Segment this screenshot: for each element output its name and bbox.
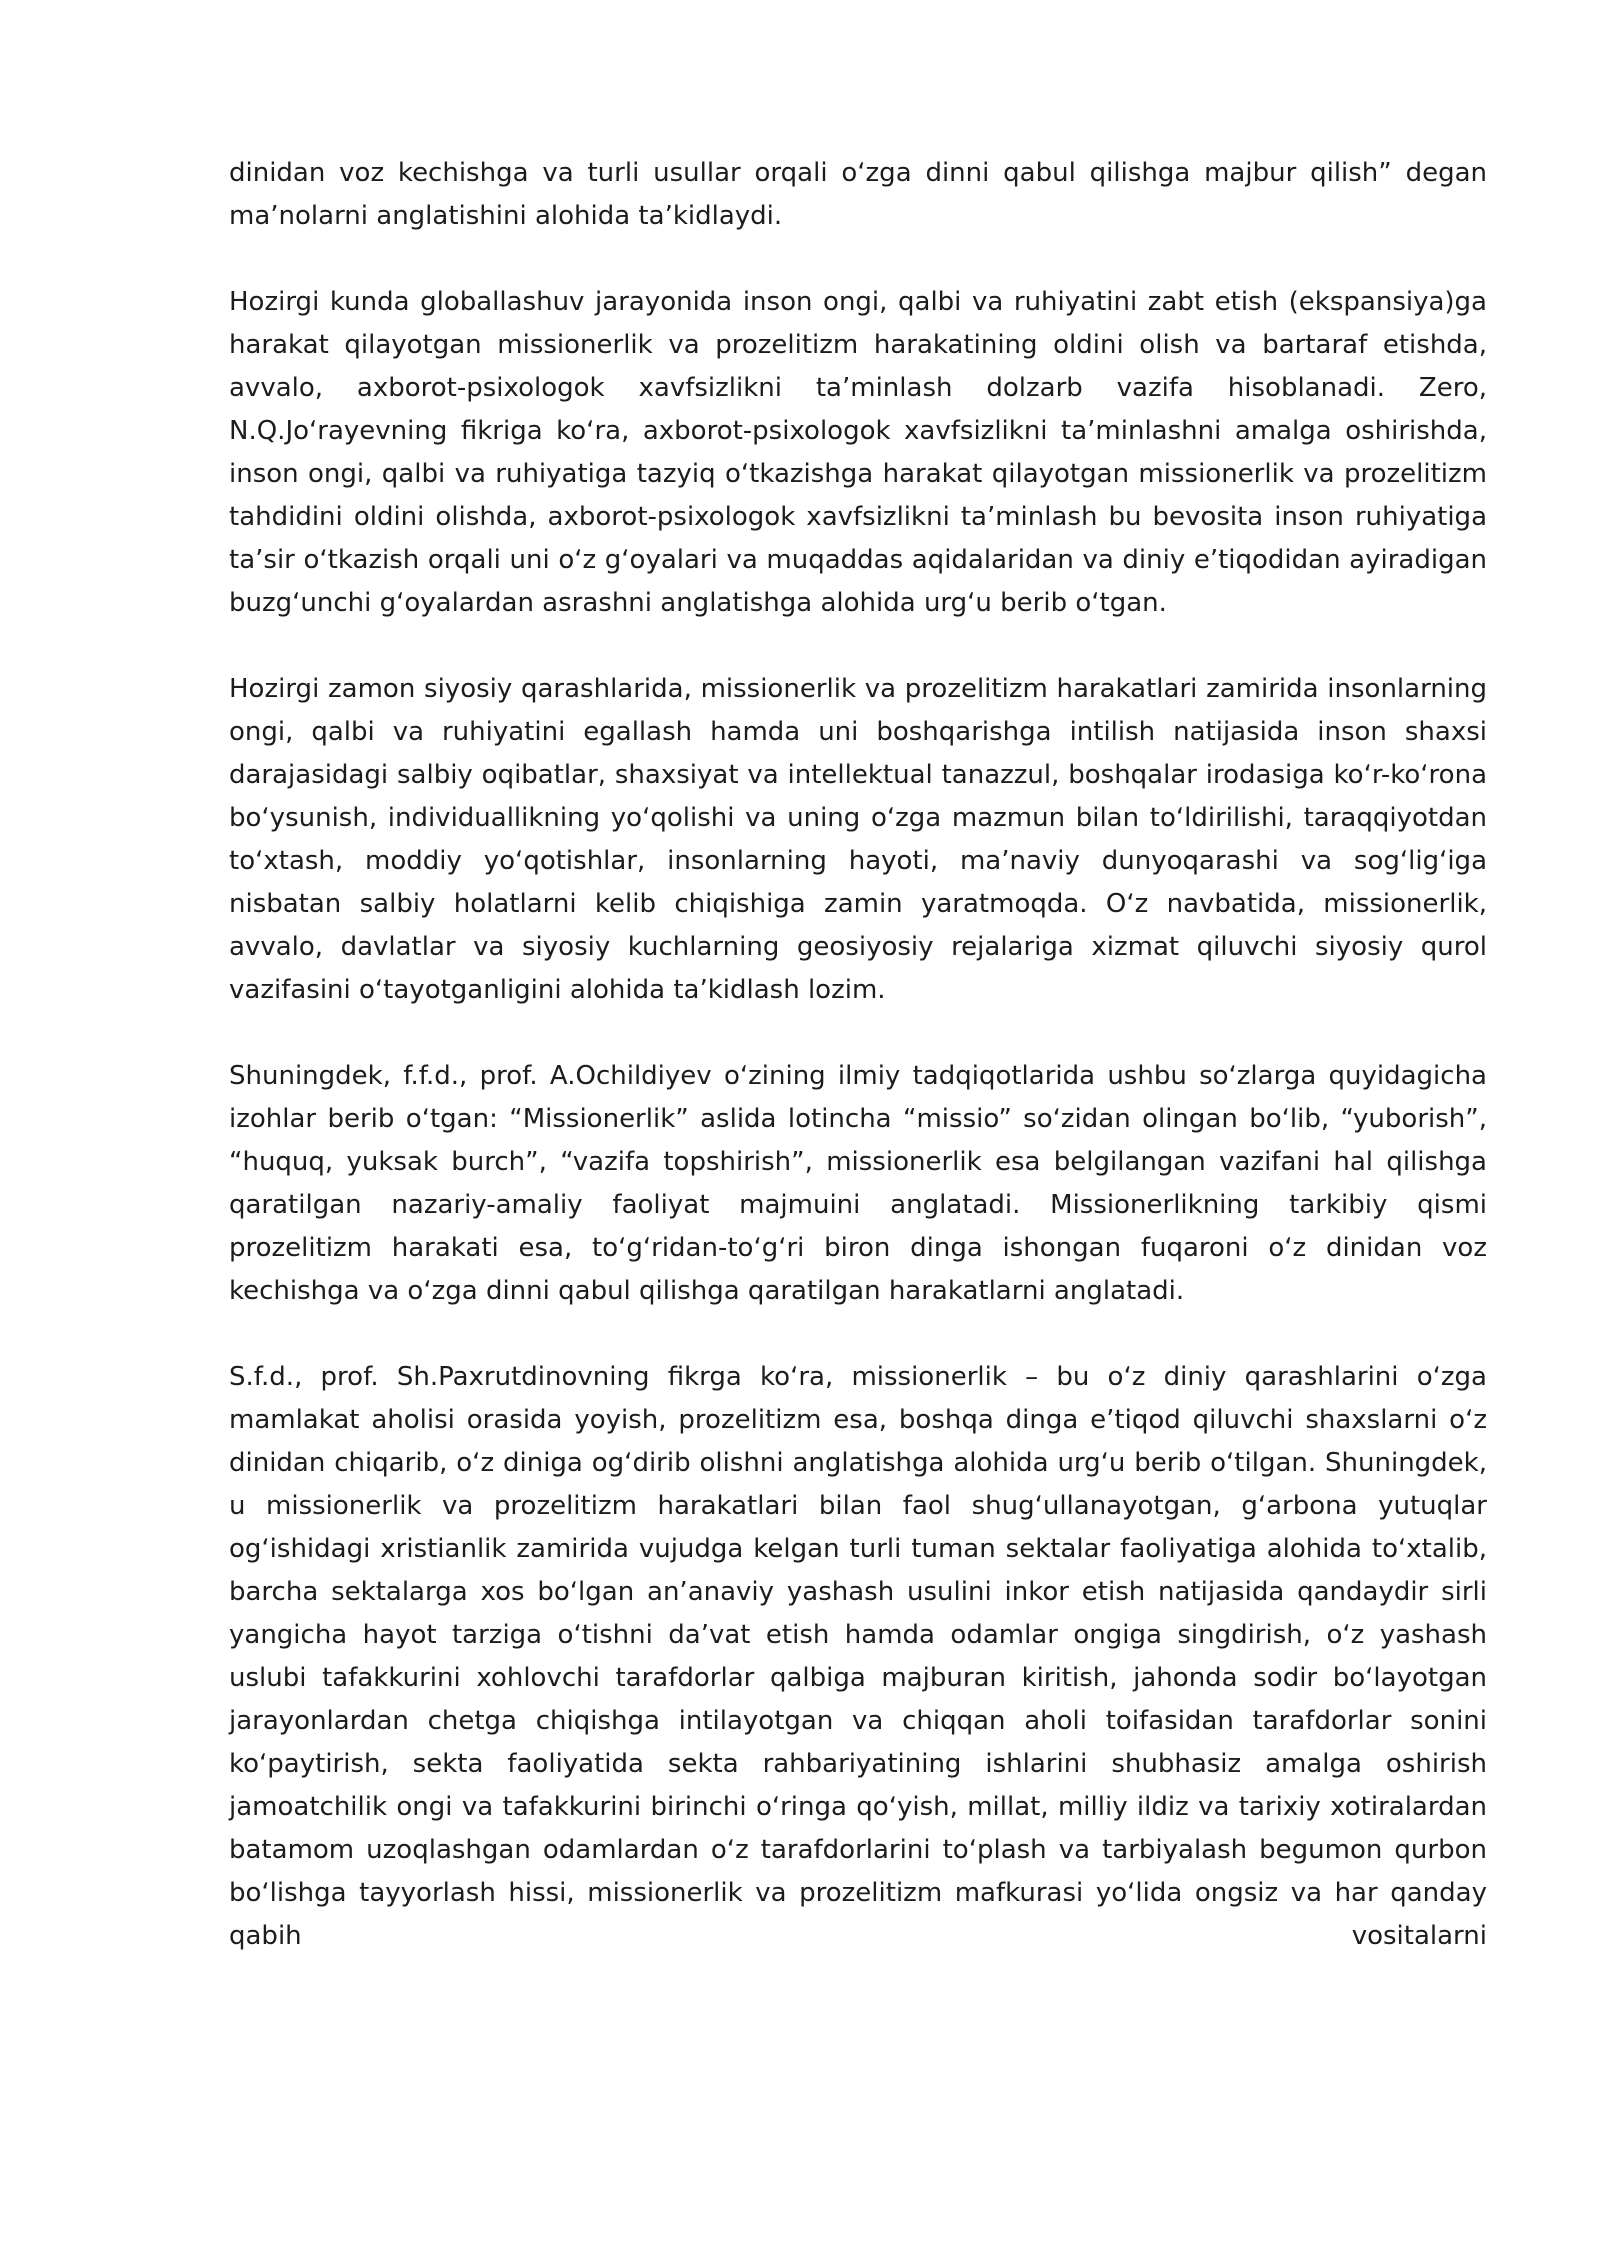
paragraph-political-views: Hozirgi zamon siyosiy qarashlarida, missionerlik va prozelitizm harakatlari zamirida insonlarning ongi, qalbi va ruhiyatini egallash hamda uni boshqarishga intilish natijasida inson shaxsi darajasidagi salbiy oqibatlar, shaxsiyat va intellektual tanazzul, boshqalar irodasiga koʻr-koʻrona boʻysunish, individuallikning yoʻqolishi va uning oʻzga mazmun bilan toʻldirilishi, taraqqiyotdan toʻxtash, moddiy yoʻqotishlar, insonlarning hayoti, maʼnaviy dunyoqarashi va sogʻligʻiga nisbatan salbiy holatlarni kelib chiqishiga zamin yaratmoqda. Oʻz navbatida, missionerlik, avvalo, davlatlar va siyosiy kuchlarning geosiyosiy rejalariga xizmat qiluvchi siyosiy qurol vazifasini oʻtayotganligini alohida taʼkidlash lozim. — [229, 674, 1487, 1005]
paragraph-paxrutdinov-view: S.f.d., prof. Sh.Paxrutdinovning fikrga koʻra, missionerlik – bu oʻz diniy qarashlarini oʻzga mamlakat aholisi orasida yoyish, prozelitizm esa, boshqa dinga eʼtiqod qiluvchi shaxslarni oʻz dinidan chiqarib, oʻz diniga ogʻdirib olishni anglatishga alohida urgʻu berib oʻtilgan. Shuningdek, u missionerlik va prozelitizm harakatlari bilan faol shugʻullanayotgan, gʻarbona yutuqlar ogʻishidagi xristianlik zamirida vujudga kelgan turli tuman sektalar faoliyatiga alohida toʻxtalib, barcha sektalarga xos boʻlgan anʼanaviy yashash usulini inkor etish natijasida qandaydir sirli yangicha hayot tarziga oʻtishni daʼvat etish hamda odamlar ongiga singdirish, oʻz yashash uslubi tafakkurini xohlovchi tarafdorlar qalbiga majburan kiritish, jahonda sodir boʻlayotgan jarayonlardan chetga chiqishga intilayotgan va chiqqan aholi toifasidan tarafdorlar sonini koʻpaytirish, sekta faoliyatida sekta rahbariyatining ishlarini shubhasiz amalga oshirish jamoatchilik ongi va tafakkurini birinchi oʻringa qoʻyish, millat, milliy ildiz va tarixiy xotiralardan batamom uzoqlashgan odamlardan oʻz tarafdorlarini toʻplash va tarbiyalash begumon qurbon boʻlishga tayyorlash hissi, missionerlik va prozelitizm mafkurasi yoʻlida ongsiz va har qanday qabih vositalarni — [229, 1362, 1487, 1951]
paragraph-information-security: Hozirgi kunda globallashuv jarayonida inson ongi, qalbi va ruhiyatini zabt etish (ekspansiya)ga harakat qilayotgan missionerlik va prozelitizm harakatining oldini olish va bartaraf etishda, avvalo, axborot-psixologok xavfsizlikni taʼminlash dolzarb vazifa hisoblanadi. Zero, N.Q.Joʻrayevning fikriga koʻra, axborot-psixologok xavfsizlikni taʼminlashni amalga oshirishda, inson ongi, qalbi va ruhiyatiga tazyiq oʻtkazishga harakat qilayotgan missionerlik va prozelitizm tahdidini oldini olishda, axborot-psixologok xavfsizlikni taʼminlash bu bevosita inson ruhiyatiga taʼsir oʻtkazish orqali uni oʻz gʻoyalari va muqaddas aqidalaridan va diniy eʼtiqodidan ayiradigan buzgʻunchi gʻoyalardan asrashni anglatishga alohida urgʻu berib oʻtgan. — [229, 287, 1487, 618]
document-page — [229, 152, 1487, 1958]
paragraph-continuation: dinidan voz kechishga va turli usullar orqali oʻzga dinni qabul qilishga majbur qilish” degan maʼnolarni anglatishini alohida taʼkidlaydi. — [229, 158, 1487, 231]
paragraph-ochildiyev-definition: Shuningdek, f.f.d., prof. A.Ochildiyev oʻzining ilmiy tadqiqotlarida ushbu soʻzlarga quyidagicha izohlar berib oʻtgan: “Missionerlik” aslida lotincha “missio” soʻzidan olingan boʻlib, “yuborish”, “huquq, yuksak burch”, “vazifa topshirish”, missionerlik esa belgilangan vazifani hal qilishga qaratilgan nazariy-amaliy faoliyat majmuini anglatadi. Missionerlikning tarkibiy qismi prozelitizm harakati esa, toʻgʻridan-toʻgʻri biron dinga ishongan fuqaroni oʻz dinidan voz kechishga va oʻzga dinni qabul qilishga qaratilgan harakatlarni anglatadi. — [229, 1061, 1487, 1306]
